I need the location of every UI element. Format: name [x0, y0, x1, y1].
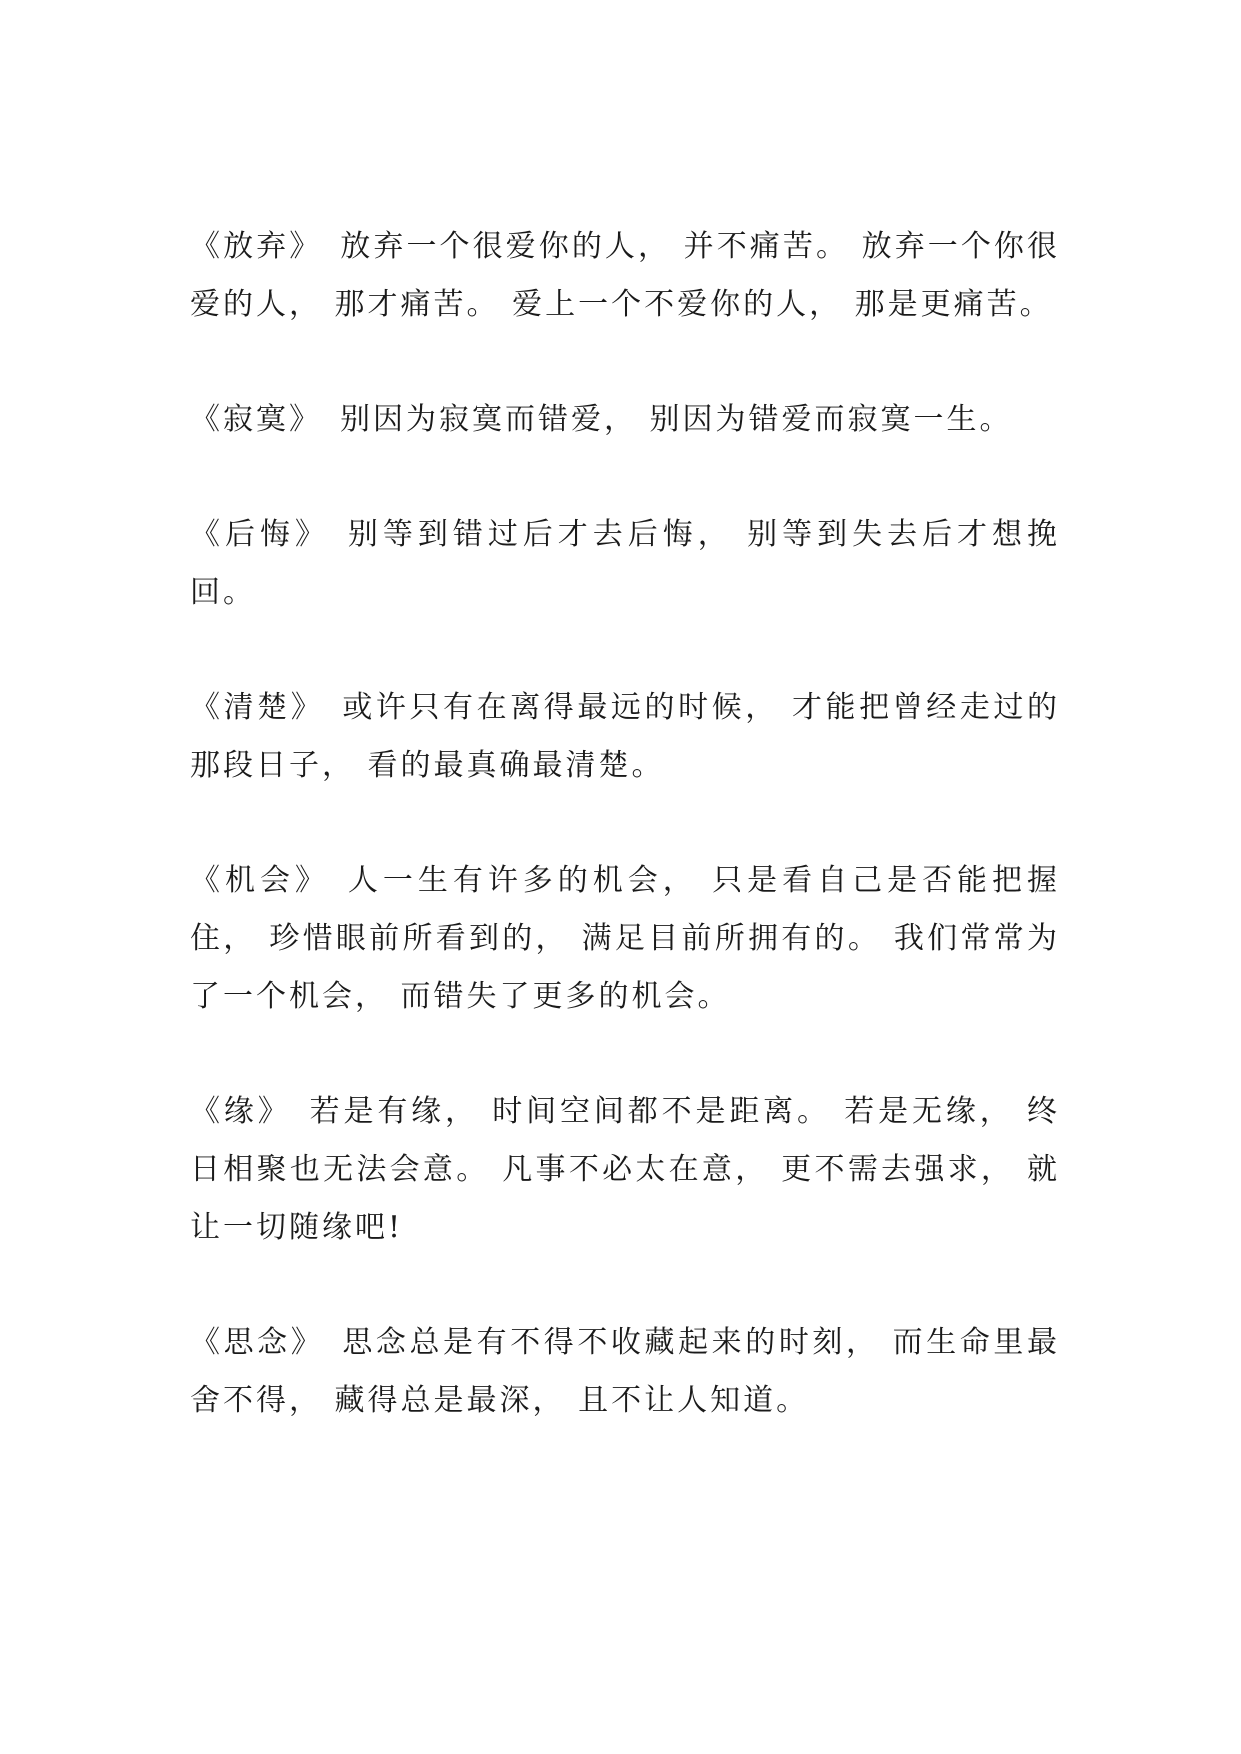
- paragraph-jihui: [190, 852, 1060, 1026]
- paragraph-fangqi: [190, 218, 1060, 334]
- paragraph-title: 《缘》: [190, 1094, 292, 1129]
- paragraph-title: 《寂寞》: [190, 402, 322, 437]
- paragraph-title: 《放弃》: [190, 229, 323, 264]
- paragraph-title: 《后悔》: [190, 517, 330, 552]
- paragraph-text: 若是有缘， 时间空间都不是距离。 若是无缘， 终日相聚也无法会意。 凡事不必太在意， 更不需去强求， 就让一切随缘吧!: [190, 1094, 1061, 1245]
- paragraph-title: 《清楚》: [190, 690, 325, 725]
- paragraph-title: 《思念》: [190, 1325, 325, 1360]
- paragraph-text: 思念总是有不得不收藏起来的时刻， 而生命里最舍不得， 藏得总是最深， 且不让人知道。: [190, 1325, 1060, 1418]
- document-body: [190, 218, 1060, 1487]
- paragraph-text: 人一生有许多的机会， 只是看自己是否能把握住， 珍惜眼前所看到的， 满足目前所拥有的。 我们常常为了一个机会， 而错失了更多的机会。: [190, 863, 1061, 1014]
- paragraph-qingchu: [190, 679, 1060, 795]
- paragraph-text: 别等到错过后才去后悔， 别等到失去后才想挽回。: [190, 517, 1061, 610]
- paragraph-houhui: [190, 506, 1060, 622]
- paragraph-text: 放弃一个很爱你的人， 并不痛苦。 放弃一个你很爱的人， 那才痛苦。 爱上一个不爱你的人， 那是更痛苦。: [190, 229, 1060, 322]
- paragraph-sinian: [190, 1314, 1060, 1430]
- paragraph-text: 别因为寂寞而错爱， 别因为错爱而寂寞一生。: [340, 402, 1013, 437]
- paragraph-title: 《机会》: [190, 863, 330, 898]
- paragraph-jimo: [190, 391, 1060, 449]
- paragraph-text: 或许只有在离得最远的时候， 才能把曾经走过的那段日子， 看的最真确最清楚。: [190, 690, 1060, 783]
- paragraph-yuan: [190, 1083, 1060, 1257]
